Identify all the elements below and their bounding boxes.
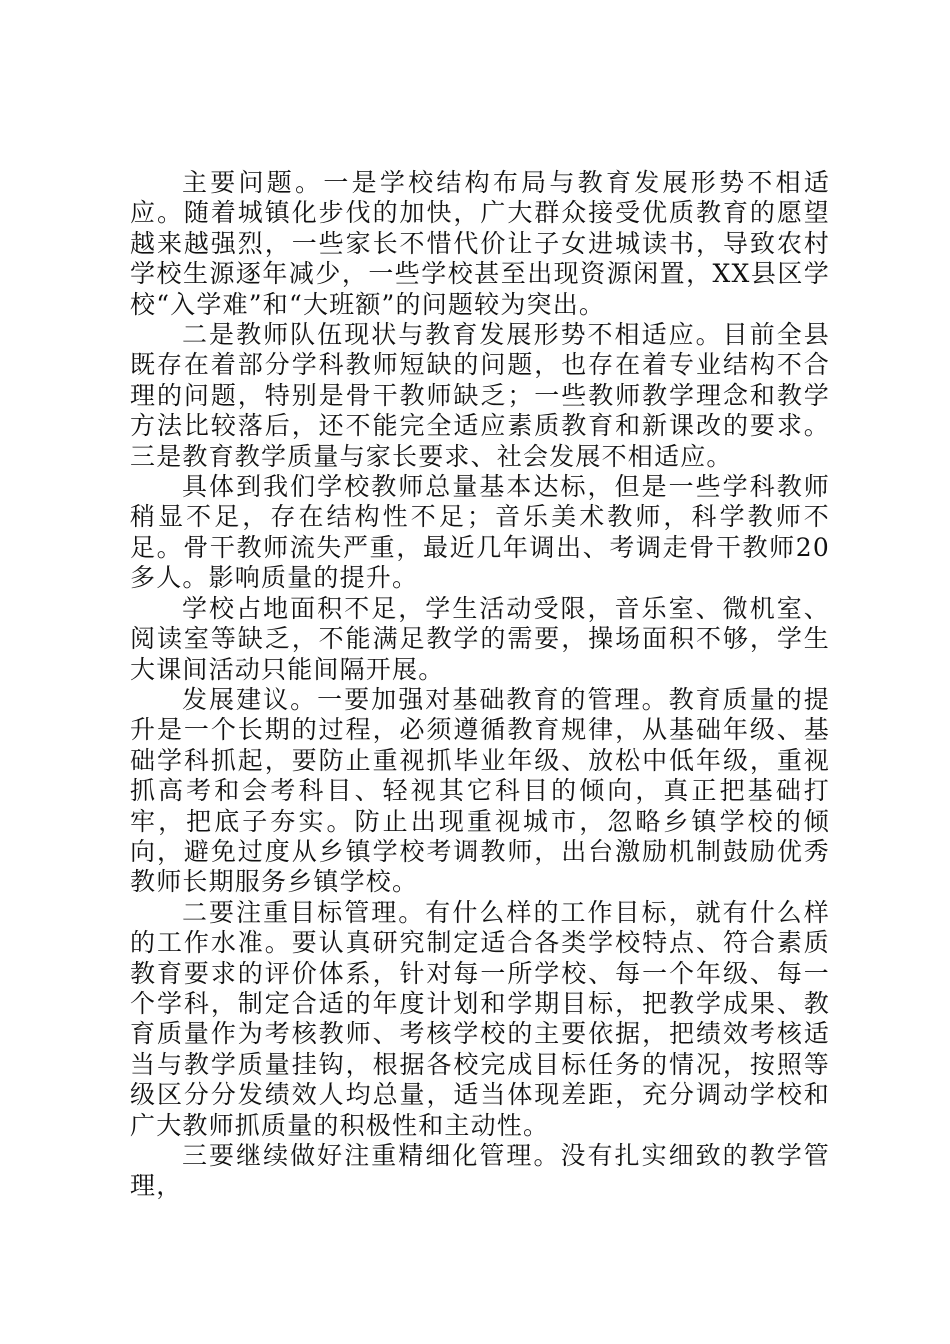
paragraph-development-suggestions: 发展建议。一要加强对基础教育的管理。教育质量的提升是一个长期的过程，必须遵循教育规律，从基础年级、基础学科抓起，要防止重视抓毕业年级、放松中低年级，重视抓高考和会考科目、轻视其它科目的倾向，真正把基础打牢，把底子夯实。防止出现重视城市，忽略乡镇学校的倾向，避免过度从乡镇学校考调教师，出台激励机制鼓励优秀教师长期服务乡镇学校。 bbox=[130, 684, 830, 897]
paragraph-teacher-team: 二是教师队伍现状与教育发展形势不相适应。目前全县既存在着部分学科教师短缺的问题，也存在着专业结构不合理的问题，特别是骨干教师缺乏；一些教师教学理念和教学方法比较落后，还不能完全适应素质教育和新课改的要求。三是教育教学质量与家长要求、社会发展不相适应。 bbox=[130, 320, 830, 471]
paragraph-fine-management: 三要继续做好注重精细化管理。没有扎实细致的教学管理， bbox=[130, 1141, 830, 1201]
body-text bbox=[130, 168, 830, 1202]
paragraph-school-space: 学校占地面积不足，学生活动受限，音乐室、微机室、阅读室等缺乏，不能满足教学的需要，操场面积不够，学生大课间活动只能间隔开展。 bbox=[130, 593, 830, 684]
paragraph-main-problems: 主要问题。一是学校结构布局与教育发展形势不相适应。随着城镇化步伐的加快，广大群众接受优质教育的愿望越来越强烈，一些家长不惜代价让子女进城读书，导致农村学校生源逐年减少，一些学校甚至出现资源闲置，XX县区学校“入学难”和“大班额”的问题较为突出。 bbox=[130, 168, 830, 319]
paragraph-school-teachers: 具体到我们学校教师总量基本达标，但是一些学科教师稍显不足，存在结构性不足；音乐美术教师，科学教师不足。骨干教师流失严重，最近几年调出、考调走骨干教师20多人。影响质量的提升。 bbox=[130, 472, 830, 593]
paragraph-target-management: 二要注重目标管理。有什么样的工作目标，就有什么样的工作水准。要认真研究制定适合各类学校特点、符合素质教育要求的评价体系，针对每一所学校、每一个年级、每一个学科，制定合适的年度计划和学期目标，把教学成果、教育质量作为考核教师、考核学校的主要依据，把绩效考核适当与教学质量挂钩，根据各校完成目标任务的情况，按照等级区分分发绩效人均总量，适当体现差距，充分调动学校和广大教师抓质量的积极性和主动性。 bbox=[130, 897, 830, 1140]
